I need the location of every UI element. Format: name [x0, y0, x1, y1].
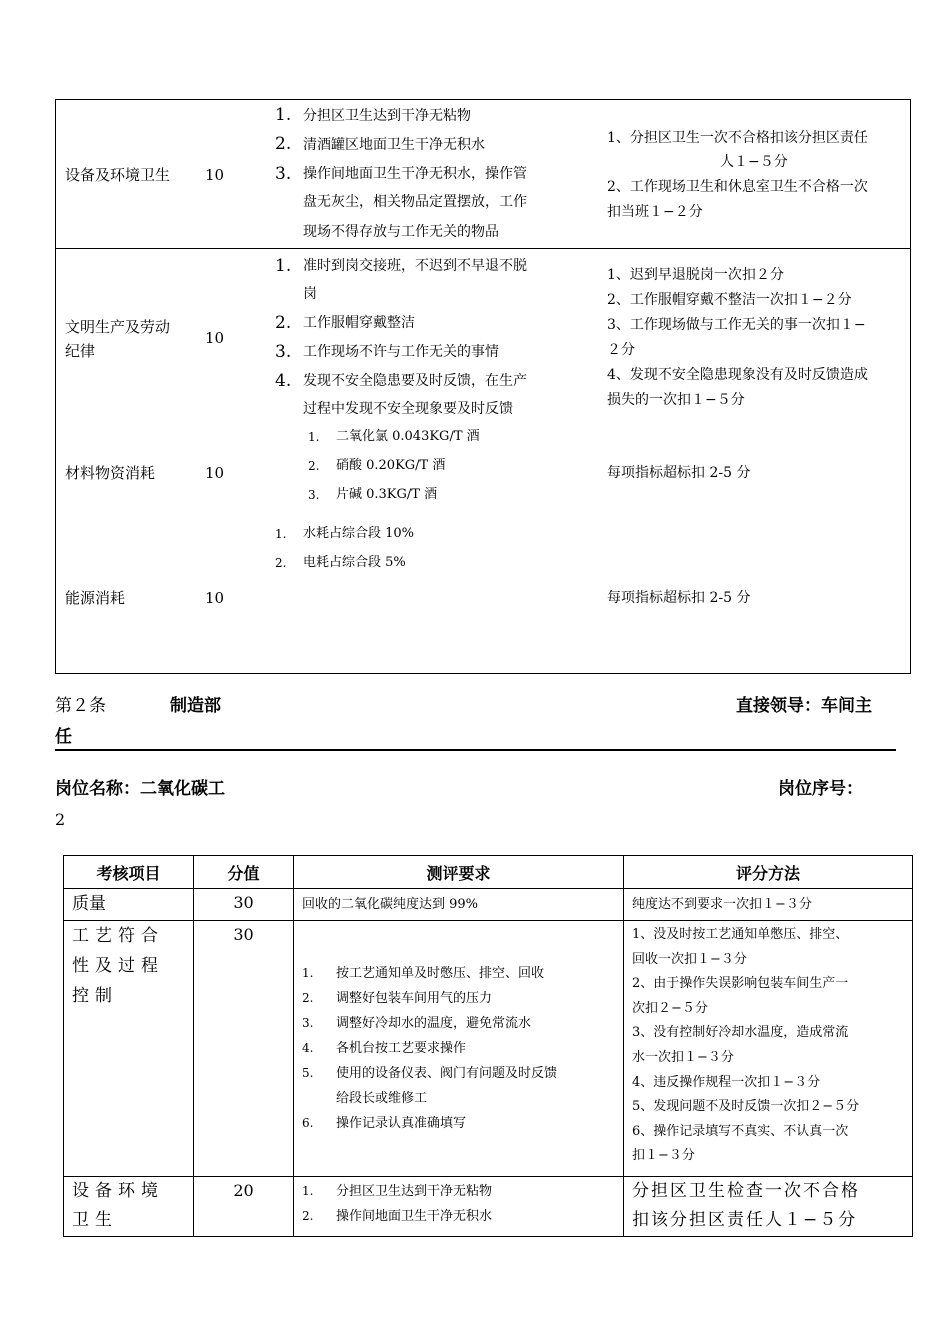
t1-row3-num: 3.	[308, 488, 320, 502]
t1-row2-req: 发现不安全隐患要及时反馈，在生产	[303, 373, 527, 389]
t1-row1-req: 清酒罐区地面卫生干净无积水	[303, 137, 485, 153]
row2-score: 30	[233, 925, 254, 944]
post-name: 岗位名称：二氧化碳工	[55, 779, 225, 799]
t1-row3-method: 每项指标超标扣 2-5 分	[607, 465, 751, 481]
t1-row2-item: 纪律	[65, 342, 96, 360]
row3-method: 扣该分担区责任人１−５分	[632, 1210, 858, 1230]
row2-item: 工艺符合	[72, 926, 164, 946]
t1-row2-req: 过程中发现不安全现象要及时反馈	[303, 401, 513, 417]
t1-row1-req: 盘无灰尘，相关物品定置摆放，工作	[303, 194, 527, 210]
t1-row2-method: 1、迟到早退脱岗一次扣２分	[607, 267, 784, 283]
cell-req	[294, 1177, 624, 1237]
row3-item: 卫生	[72, 1210, 118, 1230]
row2-method: 6、操作记录填写不真实、不认真一次	[632, 1123, 849, 1139]
t1-row3-score: 10	[205, 464, 225, 482]
row2-req: 操作记录认真准确填写	[336, 1116, 467, 1131]
table-row	[64, 921, 913, 1177]
row2-num: 2.	[302, 991, 314, 1005]
header-method: 评分方法	[624, 856, 913, 889]
post-number: 2	[55, 810, 66, 829]
row3-score: 20	[233, 1181, 254, 1200]
t1-row2-num: 3.	[275, 342, 292, 362]
row2-num: 1.	[302, 966, 314, 980]
t1-row3-item: 材料物资消耗	[65, 464, 156, 482]
row1-method: 纯度达不到要求一次扣１−３分	[632, 896, 812, 912]
t1-row1-num: 1.	[275, 105, 292, 125]
assessment-table	[63, 855, 913, 1237]
t1-row2-score: 10	[205, 329, 225, 347]
t1-row1-method: 2、工作现场卫生和休息室卫生不合格一次	[607, 179, 868, 195]
row2-req: 按工艺通知单及时憋压、排空、回收	[336, 966, 545, 981]
row2-method: 扣１−３分	[632, 1148, 695, 1164]
row2-req: 各机台按工艺要求操作	[336, 1041, 467, 1056]
table1-row-divider	[55, 248, 911, 249]
cell-req	[294, 921, 624, 1177]
row2-req: 调整好冷却水的温度，避免常流水	[336, 1016, 532, 1031]
row2-num: 6.	[302, 1116, 314, 1130]
row2-method: 2、由于操作失误影响包装车间生产一	[632, 976, 849, 992]
t1-row2-req: 工作现场不许与工作无关的事情	[303, 344, 499, 360]
t1-row1-num: 3.	[275, 164, 292, 184]
cell-method	[624, 921, 913, 1177]
t1-row2-num: 2.	[275, 313, 292, 333]
row3-req: 分担区卫生达到干净无粘物	[336, 1184, 493, 1199]
row2-method: 5、发现问题不及时反馈一次扣２−５分	[632, 1099, 860, 1115]
t1-row2-req: 工作服帽穿戴整洁	[303, 315, 415, 331]
row2-method: 回收一次扣１−３分	[632, 951, 747, 967]
cell-score	[194, 889, 294, 921]
row2-num: 4.	[302, 1041, 314, 1055]
row2-num: 5.	[302, 1066, 314, 1080]
t1-row1-num: 2.	[275, 134, 292, 154]
t1-row1-item: 设备及环境卫生	[65, 166, 171, 184]
table-row	[64, 889, 913, 921]
cell-score	[194, 921, 294, 1177]
cell-item	[64, 889, 194, 921]
row3-method: 分担区卫生检查一次不合格	[632, 1181, 860, 1201]
row2-req: 调整好包装车间用气的压力	[336, 991, 493, 1006]
row2-method: 1、没及时按工艺通知单憋压、排空、	[632, 927, 849, 942]
cell-item	[64, 921, 194, 1177]
table-header-row	[64, 856, 913, 889]
row2-method: 次扣２−５分	[632, 1000, 708, 1016]
cell-method	[624, 889, 913, 921]
row3-req: 操作间地面卫生干净无积水	[336, 1209, 493, 1224]
row3-num: 2.	[302, 1209, 314, 1223]
t1-row2-method: 4、发现不安全隐患现象没有及时反馈造成	[607, 367, 868, 383]
article-number: 第２条	[55, 696, 106, 716]
t1-row4-item: 能源消耗	[65, 589, 126, 607]
t1-row4-req: 水耗占综合段 10%	[303, 526, 415, 541]
t1-row3-num: 1.	[308, 430, 320, 444]
row3-num: 1.	[302, 1184, 314, 1198]
t1-row2-num: 4.	[275, 371, 292, 391]
t1-row2-method: 3、工作现场做与工作无关的事一次扣１−	[607, 317, 866, 333]
t1-row4-num: 1.	[275, 527, 287, 541]
table-row	[64, 1177, 913, 1237]
row2-method: 3、没有控制好冷却水温度，造成常流	[632, 1025, 849, 1041]
row2-method: 4、违反操作规程一次扣１−３分	[632, 1074, 821, 1090]
t1-row2-req: 准时到岗交接班，不迟到不早退不脱	[303, 258, 527, 274]
header-item: 考核项目	[64, 856, 194, 889]
t1-row3-req: 片碱 0.3KG/T 酒	[336, 487, 438, 502]
t1-row1-method: 人１−５分	[720, 154, 788, 170]
t1-row3-req: 硝酸 0.20KG/T 酒	[336, 458, 446, 473]
t1-row4-num: 2.	[275, 556, 287, 570]
header-requirements: 测评要求	[294, 856, 624, 889]
t1-row2-num: 1.	[275, 256, 292, 276]
post-number-label: 岗位序号：	[778, 779, 863, 799]
t1-row1-method: 扣当班１−２分	[607, 204, 703, 220]
t1-row4-method: 每项指标超标扣 2-5 分	[607, 590, 751, 606]
row2-req: 使用的设备仪表、阀门有问题及时反馈	[336, 1066, 558, 1081]
direct-leader-cont: 任	[55, 727, 72, 747]
t1-row1-method: 1、分担区卫生一次不合格扣该分担区责任	[607, 130, 868, 146]
t1-row1-req: 操作间地面卫生干净无积水，操作管	[303, 166, 527, 182]
t1-row1-score: 10	[205, 166, 225, 184]
row2-item: 性及过程	[72, 956, 164, 976]
header-rule	[55, 749, 896, 751]
t1-row3-req: 二氧化氯 0.043KG/T 酒	[336, 429, 480, 444]
row2-item: 控制	[72, 986, 118, 1006]
cell-score	[194, 1177, 294, 1237]
row2-num: 3.	[302, 1016, 314, 1030]
row2-req: 给段长或维修工	[336, 1091, 428, 1106]
t1-row2-method: 损失的一次扣１−５分	[607, 392, 745, 408]
direct-leader: 直接领导：车间主	[736, 696, 872, 716]
t1-row3-num: 2.	[308, 459, 320, 473]
t1-row2-item: 文明生产及劳动	[65, 318, 171, 336]
department: 制造部	[170, 696, 221, 716]
header-score: 分值	[194, 856, 294, 889]
row1-req: 回收的二氧化碳纯度达到 99%	[302, 896, 479, 912]
row3-item: 设备环境	[72, 1181, 164, 1201]
cell-method	[624, 1177, 913, 1237]
t1-row1-req: 现场不得存放与工作无关的物品	[303, 224, 499, 240]
cell-item	[64, 1177, 194, 1237]
t1-row2-method: ２分	[607, 342, 635, 358]
t1-row2-req: 岗	[303, 286, 317, 302]
row1-score: 30	[233, 893, 254, 912]
t1-row1-req: 分担区卫生达到干净无粘物	[303, 108, 471, 124]
cell-req	[294, 889, 624, 921]
t1-row2-method: 2、工作服帽穿戴不整洁一次扣１−２分	[607, 292, 852, 308]
row1-item: 质量	[72, 894, 106, 914]
t1-row4-req: 电耗占综合段 5%	[303, 555, 406, 570]
t1-row4-score: 10	[205, 589, 225, 607]
row2-method: 水一次扣１−３分	[632, 1049, 734, 1065]
